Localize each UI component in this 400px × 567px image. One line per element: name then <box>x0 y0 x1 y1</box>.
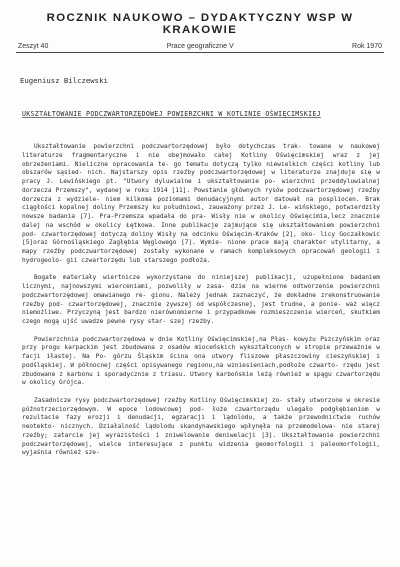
journal-title: ROCZNIK NAUKOWO – DYDAKTYCZNY WSP W KRAKOWIE <box>46 12 354 36</box>
header-divider <box>16 52 384 53</box>
body-paragraph: Bogate materiały wiertnicze wykorzystane do niniejszej publikacji, uzupełnione badaniem licznymi, najnowszymi wierceniami, pozwoliły w zasa- dzie na wierne odtworzenie powierzchni podczwartorzędowej omawianego re- gionu. Należy jednak zaznaczyć, że dokładne zrekonstruowanie rzeźby pod- czwartorzędowej, znacznie zywszej od współczesnej, jest trudne, a ponie- waż więcz niemożliwe. Przyczyną jest bardzo nierównomierne i przypadkowe rozmieszczenie wierceń, skutkiem czego mogą ujść uwadze pewne rysy star- szej rzeźby. <box>22 274 380 325</box>
article-title: UKSZTAŁTOWANIE PODCZWARTORZĘDOWEJ POWIERZCHNI W KOTLINIE OŚWIĘCIMSKIEJ <box>22 110 321 118</box>
series-name: Prace geograficzne V <box>166 43 234 50</box>
article-body <box>16 143 384 458</box>
author-name: Eugeniusz Bilczewski <box>20 76 108 85</box>
issue-meta-row <box>16 43 384 50</box>
body-paragraph: Ukształtowanie powierzchni podczwartorzędowej było dotychczas trak- towane w naukowej literaturze fragmentaryczne i nie obejmowało całej Kotliny Oświęcimskiej wraz z jej obrzeżeniami. Nieliczne opracowania te- go tematu dotyczą tylko niewielkich części kotliny lub obszarów sąsied- nich. Najstarszy opis rzeźby podczwartorzędowej w literaturze znajduje się w pracy J. Lewińskiego pt. "Utwory dyluwialne i ukształtowanie po- wierzchni przeddyluwialnej dorzecza Przemszy", wydanej w roku 1914 [11]. Powstanie głównych rysów podczwartorzędowej rzeźby dorzecza z wydziele- niem kilkoma poziomami denudacyjnymi autor datował na pospliocen. Brak ciągłości kopalnej doliny Przemszy ku południowi, zauważony przez J. Le- wińskiego, potwierdziły nowsze badania [7]. Pra-Przemsza wpadała do pra- Wisły nie w okolicy Oświęcimia,lecz znacznie dalej na wschód w okolicy Łętkowa. Inne publikacje zajmujące się ukształtowaniem powierzchni pod- czwartorzędowej dotyczą doliny Wisły na odcinku Oświęcim-Kraków [2], oko- licy Goczałkowic [5]oraz Górnośląskiego Zagłębia Węglowego [7]. Wymie- nione prace mają charakter utylitarny, a mapy rzeźby podczwartorzędowej zostały wykonane w ramach kompleksowych opracowań geologii i hydrogeolo- gii czwartorzędu lub starszego podłoża. <box>22 143 380 264</box>
publication-year: Rok 1970 <box>352 43 382 50</box>
issue-number: Zeszyt 40 <box>18 43 49 50</box>
body-paragraph: Zasadnicze rysy podczwartorzędowej rzeźby Kotliny Oświęcimskiej zo- stały utworzone w okresie późnotrzeciorzędowym. W epoce lodowcowej pod- łoże czwartorzędu ulegało podgłębieniom w rezultacie fazy erozji i denudacji, egzaracji i lądolodu, a także przewodnictwie ruchów neotekto- nicznych. Działalność lądolodu skandynawskiego wpłynęła na przemodelowa- nie starej rzeźby; zatarcie jej wyrazistości i zniwelowanie deniwelacji [3]. Ukształtowanie powierzchni podczwartorzędowej, wielce interesujące z punktu widzenia geomorfologii i paleomorfologii, wyjaśnia również sze- <box>22 396 380 457</box>
body-paragraph: Powierzchnia podczwartorzędowa w dnie Kotliny Oświęcimskiej,na Płas- kowyżu Pszczyńskim oraz przy progu karpackim jest zbudowana z osadów mioceńskich wykształconych w stropie przeważnie w facji iłastej. Na Po- górzu Śląskim ścina ona utwory fliszowe płaszczowiny cieszyńskiej i podśląskiej. W północnej części opisywanego regionu,na wzniesieniach,podłoże czwarto- rzędu jest zbudowane z karbonu i sporadycznie z triasu. Utwory karbońskie leżą również w spągu czwartorzędu w okolicy Grójca. <box>22 335 380 387</box>
